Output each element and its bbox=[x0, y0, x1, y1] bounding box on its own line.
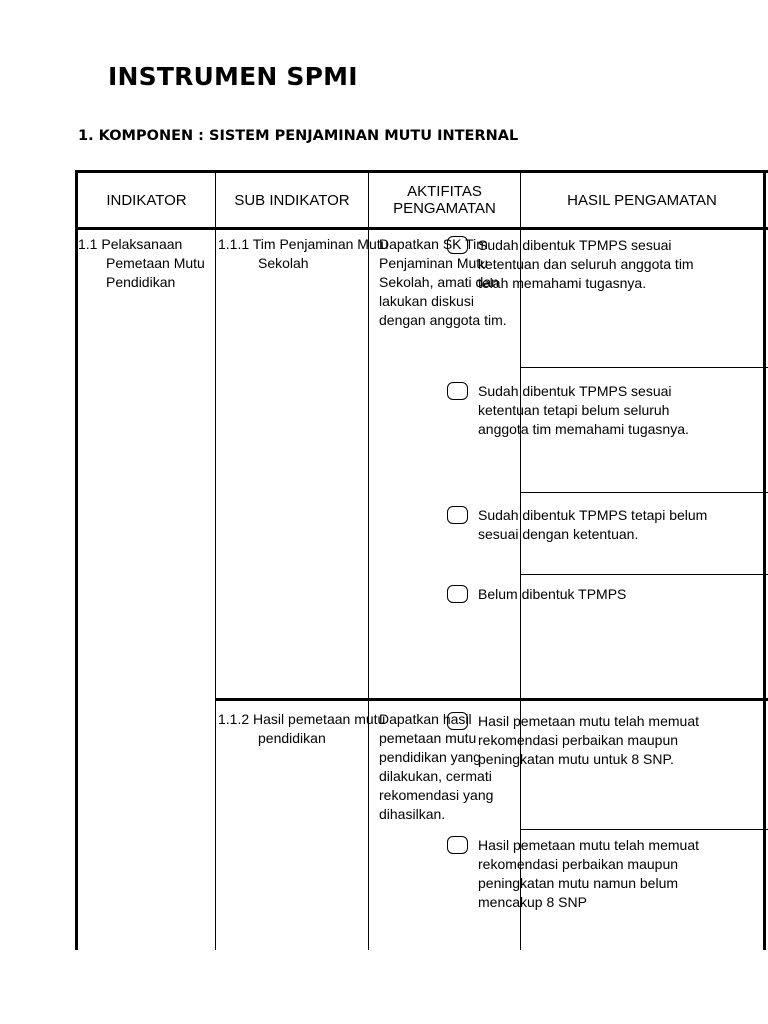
header-indikator-label: INDIKATOR bbox=[106, 191, 187, 209]
hasil-option-label: Sudah dibentuk TPMPS sesuai ketentuan tetapi belum seluruh anggota tim memahami tugasnya. bbox=[478, 383, 689, 437]
checkbox-icon[interactable] bbox=[447, 836, 468, 854]
hasil-option[interactable] bbox=[450, 712, 712, 769]
header-aktifitas bbox=[369, 174, 520, 226]
header-hasil-label: HASIL PENGAMATAN bbox=[567, 191, 717, 209]
checkbox-icon[interactable] bbox=[447, 382, 468, 400]
table-top-border bbox=[75, 170, 768, 173]
checkbox-icon[interactable] bbox=[447, 506, 468, 524]
row-divider bbox=[520, 574, 768, 575]
aktifitas-cell: Dapatkan SK Tim Penjaminan Mutu Sekolah, amati dan lakukan diskusi dengan anggota tim. bbox=[379, 236, 507, 328]
row-divider bbox=[520, 829, 768, 830]
hasil-option-label: Hasil pemetaan mutu telah memuat rekomendasi perbaikan maupun peningkatan mutu untuk 8 SNP. bbox=[478, 713, 699, 767]
hasil-option[interactable] bbox=[450, 836, 712, 912]
hasil-option-label: Sudah dibentuk TPMPS sesuai ketentuan dan seluruh anggota tim telah memahami tugasnya. bbox=[478, 237, 694, 291]
header-indikator bbox=[78, 174, 215, 226]
aktifitas-cell: Dapatkan hasil pemetaan mutu pendidikan yang dilakukan, cermati rekomendasi yang dihasilkan. bbox=[379, 711, 494, 822]
header-aktifitas-label-line2: PENGAMATAN bbox=[393, 200, 496, 217]
hasil-option-label: Belum dibentuk TPMPS bbox=[478, 586, 627, 602]
section-title: 1. KOMPONEN : SISTEM PENJAMINAN MUTU INTERNAL bbox=[78, 128, 519, 144]
checkbox-icon[interactable] bbox=[447, 712, 468, 730]
hasil-option[interactable] bbox=[450, 585, 712, 604]
sub-indikator-cell: 1.1.2 Hasil pemetaan mutu pendidikan bbox=[218, 711, 386, 746]
header-bottom-border bbox=[75, 227, 768, 230]
header-hasil bbox=[521, 174, 763, 226]
header-aktifitas-label-line1: AKTIFITAS bbox=[407, 183, 482, 200]
checkbox-icon[interactable] bbox=[447, 236, 468, 254]
hasil-option[interactable] bbox=[450, 382, 712, 439]
hasil-option[interactable] bbox=[450, 236, 712, 293]
checkbox-icon[interactable] bbox=[447, 585, 468, 603]
row-divider bbox=[520, 492, 768, 493]
group-divider bbox=[215, 698, 768, 701]
indikator-cell: 1.1 Pelaksanaan Pemetaan Mutu Pendidikan bbox=[78, 236, 205, 290]
header-sub-indikator-label: SUB INDIKATOR bbox=[234, 191, 350, 209]
hasil-option-label: Sudah dibentuk TPMPS tetapi belum sesuai dengan ketentuan. bbox=[478, 507, 708, 542]
column-divider bbox=[368, 170, 369, 950]
sub-indikator-cell: 1.1.1 Tim Penjaminan Mutu Sekolah bbox=[218, 236, 389, 271]
hasil-option[interactable] bbox=[450, 506, 712, 544]
hasil-option-label: Hasil pemetaan mutu telah memuat rekomendasi perbaikan maupun peningkatan mutu namun belum mencakup 8 SNP bbox=[478, 837, 699, 910]
table-right-border bbox=[763, 170, 766, 950]
header-sub-indikator bbox=[216, 174, 368, 226]
document-title: INSTRUMEN SPMI bbox=[108, 62, 358, 91]
row-divider bbox=[520, 367, 768, 368]
